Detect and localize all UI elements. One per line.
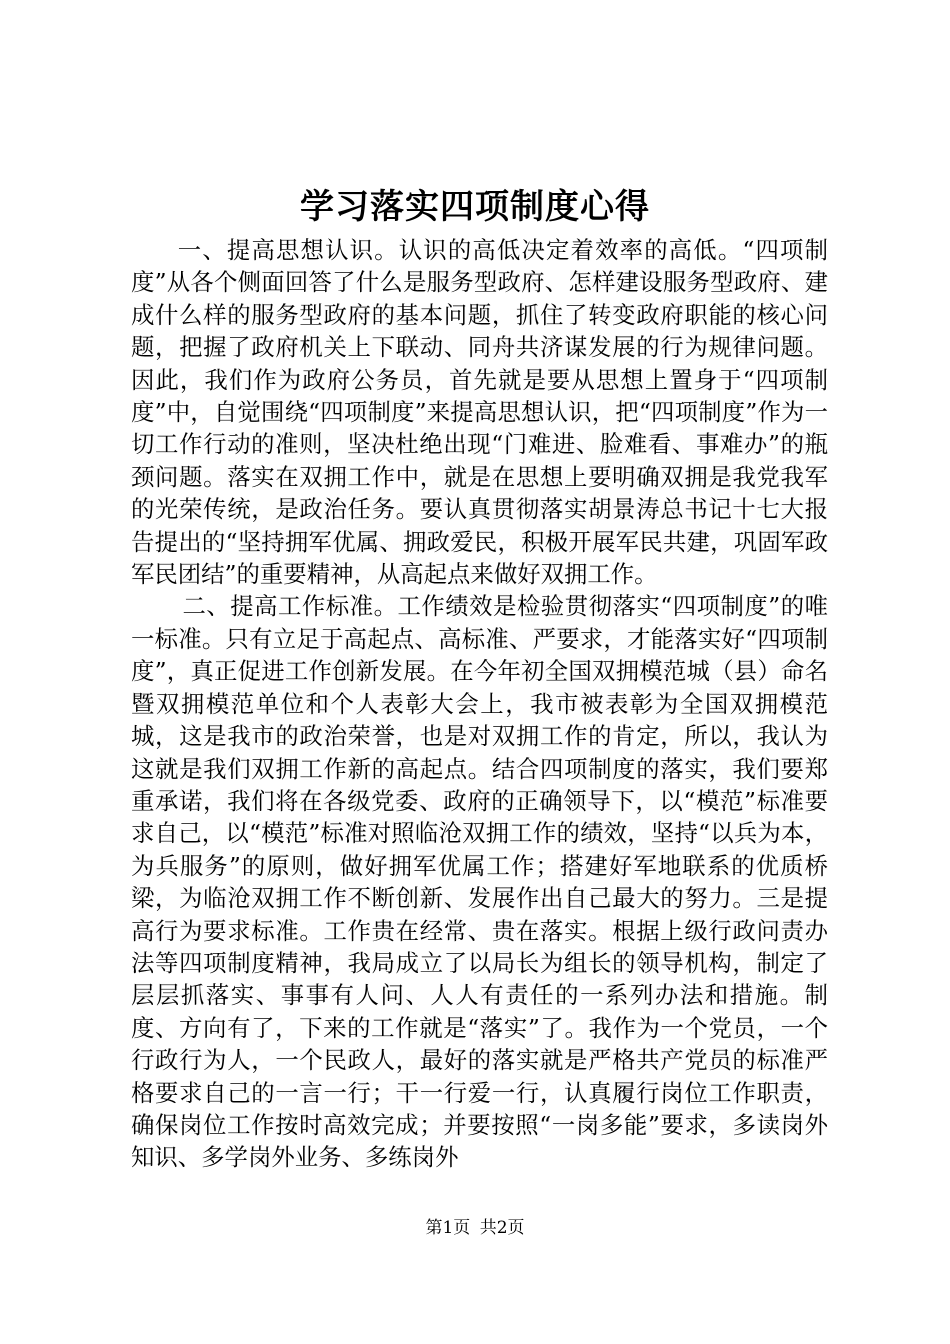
paragraph-1: 一、提高思想认识。认识的高低决定着效率的高低。“四项制度”从各个侧面回答了什么是服务型政府、怎样建设服务型政府、建成什么样的服务型政府的基本问题，抓住了转变政府职能的核心问题，把握了政府机关上下联动、同舟共济谋发展的行为规律问题。因此，我们作为政府公务员，首先就是要从思想上置身于“四项制度”中，自觉围绕“四项制度”来提高思想认识，把“四项制度”作为一切工作行动的准则，坚决杜绝出现“门难进、脸难看、事难办”的瓶颈问题。落实在双拥工作中，就是在思想上要明确双拥是我党我军的光荣传统，是政治任务。要认真贯彻落实胡景涛总书记十七大报告提出的“坚持拥军优属、拥政爱民，积极开展军民共建，巩固军政军民团结”的重要精神，从高起点来做好双拥工作。 xyxy=(131,236,828,589)
document-title: 学习落实四项制度心得 xyxy=(300,187,650,227)
page-number-footer: 第1页 共2页 xyxy=(425,1218,525,1238)
document-body xyxy=(131,234,828,1174)
paragraph-2: 二、提高工作标准。工作绩效是检验贯彻落实“四项制度”的唯一标准。只有立足于高起点、高标准、严要求，才能落实好“四项制度”，真正促进工作创新发展。在今年初全国双拥模范城（县）命名暨双拥模范单位和个人表彰大会上，我市被表彰为全国双拥模范城，这是我市的政治荣誉，也是对双拥工作的肯定，所以，我认为这就是我们双拥工作新的高起点。结合四项制度的落实，我们要郑重承诺，我们将在各级党委、政府的正确领导下，以“模范”标准要求自己，以“模范”标准对照临沧双拥工作的绩效，坚持“以兵为本，为兵服务”的原则，做好拥军优属工作；搭建好军地联系的优质桥梁，为临沧双拥工作不断创新、发展作出自己最大的努力。三是提高行为要求标准。工作贵在经常、贵在落实。根据上级行政问责办法等四项制度精神，我局成立了以局长为组长的领导机构，制定了层层抓落实、事事有人问、人人有责任的一系列办法和措施。制度、方向有了，下来的工作就是“落实”了。我作为一个党员，一个行政行为人，一个民政人，最好的落实就是严格共产党员的标准严格要求自己的一言一行；干一行爱一行，认真履行岗位工作职责，确保岗位工作按时高效完成；并要按照“一岗多能”要求，多读岗外知识、多学岗外业务、多练岗外 xyxy=(131,592,828,1172)
